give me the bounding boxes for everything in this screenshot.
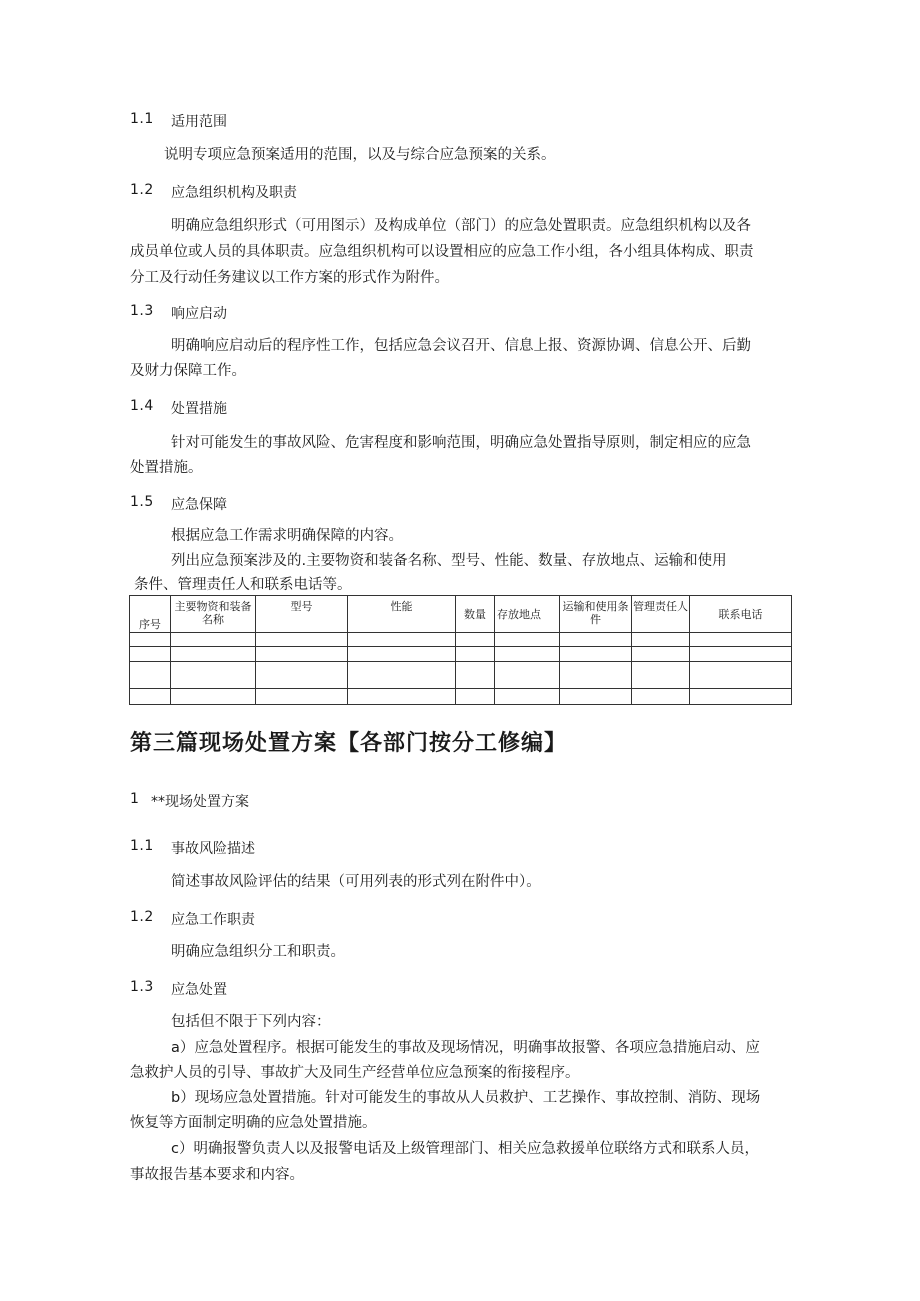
part-title: 第三篇现场处置方案【各部门按分工修编】 — [130, 731, 568, 756]
table-row — [130, 689, 792, 705]
section-title: 适用范围 — [171, 114, 227, 130]
section-paragraph: 说明专项应急预案适用的范围，以及与综合应急预案的关系。 — [164, 147, 556, 163]
table-row — [130, 633, 792, 647]
subsection-title: **现场处置方案 — [151, 794, 249, 810]
column-header: 主要物资和装备名称 — [171, 596, 256, 633]
section-title: 响应启动 — [171, 306, 227, 322]
paragraph-line: 及财力保障工作。 — [130, 363, 246, 379]
paragraph-line: 明确应急组织形式（可用图示）及构成单位（部门）的应急处置职责。应急组织机构以及各 — [171, 218, 751, 234]
section-title: 应急组织机构及职责 — [171, 185, 297, 201]
section-number: 1.3 — [130, 303, 154, 319]
column-header: 型号 — [256, 596, 348, 633]
list-item-line: 事故报告基本要求和内容。 — [130, 1167, 304, 1183]
list-item-line: 恢复等方面制定明确的应急处置措施。 — [130, 1115, 377, 1131]
section-number: 1.4 — [130, 398, 154, 414]
column-header: 存放地点 — [495, 596, 560, 633]
paragraph-line: 成员单位或人员的具体职责。应急组织机构可以设置相应的应急工作小组，各小组具体构成、职责 — [130, 244, 754, 260]
section-title: 应急保障 — [171, 497, 227, 513]
column-header: 序号 — [130, 596, 171, 633]
section-number: 1.1 — [130, 838, 154, 854]
column-header: 管理责任人 — [632, 596, 690, 633]
paragraph-line: 处置措施。 — [130, 460, 203, 476]
paragraph-line: 根据应急工作需求明确保障的内容。 — [171, 528, 403, 544]
column-header: 数量 — [456, 596, 495, 633]
table-header-row — [130, 596, 792, 633]
paragraph-line: 针对可能发生的事故风险、危害程度和影响范围，明确应急处置指导原则，制定相应的应急 — [171, 435, 751, 451]
section-number: 1.5 — [130, 494, 154, 510]
subsection-number: 1 — [130, 791, 139, 807]
section-number: 1.2 — [130, 182, 154, 198]
section-title: 处置措施 — [171, 401, 227, 417]
table-row — [130, 647, 792, 662]
section-paragraph: 简述事故风险评估的结果（可用列表的形式列在附件中）。 — [171, 874, 541, 890]
paragraph-line: 分工及行动任务建议以工作方案的形式作为附件。 — [130, 270, 449, 286]
section-number: 1.3 — [130, 979, 154, 995]
section-title: 应急工作职责 — [171, 912, 255, 928]
paragraph-line: 明确响应启动后的程序性工作，包括应急会议召开、信息上报、资源协调、信息公开、后勤 — [171, 338, 751, 354]
resource-table — [129, 595, 792, 705]
column-header: 性能 — [348, 596, 456, 633]
column-header: 运输和使用条件 — [560, 596, 632, 633]
list-item-line: a）应急处置程序。根据可能发生的事故及现场情况，明确事故报警、各项应急措施启动、应 — [171, 1040, 760, 1056]
section-title: 事故风险描述 — [171, 841, 255, 857]
paragraph-line: 列出应急预案涉及的.主要物资和装备名称、型号、性能、数量、存放地点、运输和使用 — [171, 553, 727, 569]
list-item-line: 急救护人员的引导、事故扩大及同生产经营单位应急预案的衔接程序。 — [130, 1065, 580, 1081]
section-number: 1.1 — [130, 111, 154, 127]
column-header: 联系电话 — [690, 596, 792, 633]
section-title: 应急处置 — [171, 982, 227, 998]
list-item-line: b）现场应急处置措施。针对可能发生的事故从人员救护、工艺操作、事故控制、消防、现场 — [171, 1090, 761, 1106]
list-item-line: c）明确报警负责人以及报警电话及上级管理部门、相关应急救援单位联络方式和联系人员， — [171, 1141, 759, 1157]
section-number: 1.2 — [130, 909, 154, 925]
table-row — [130, 662, 792, 689]
section-intro: 包括但不限于下列内容： — [171, 1014, 331, 1030]
section-paragraph: 明确应急组织分工和职责。 — [171, 944, 345, 960]
paragraph-line: 条件、管理责任人和联系电话等。 — [134, 577, 352, 593]
